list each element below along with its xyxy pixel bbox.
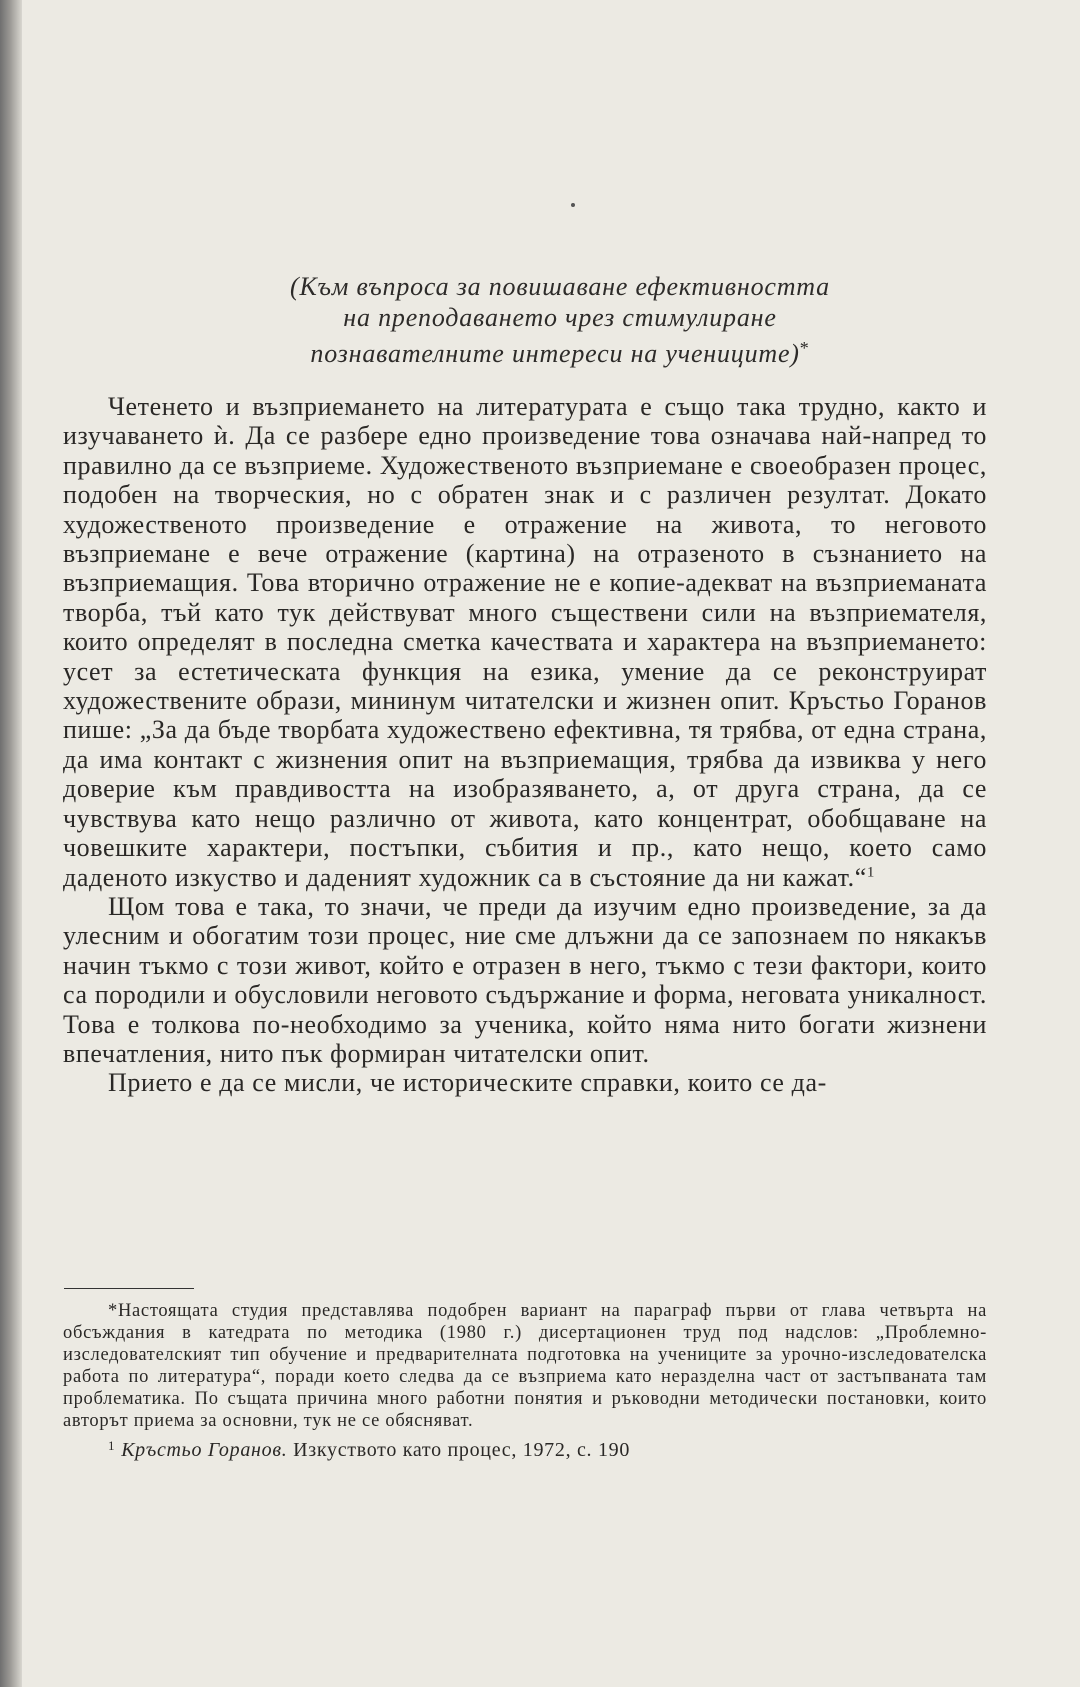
page-binding-edge (0, 0, 22, 1687)
paragraph-3: Прието е да се мисли, че историческите справки, които се да- (108, 1068, 827, 1098)
footnotes (63, 1300, 987, 1462)
footnote-ref-1: 1 (866, 863, 875, 880)
paragraph-2: Щом това е така, то значи, че преди да изучим едно произведение, за да улесним и обогатим този процес, ние сме длъжни да се запознаем по някакъв начин тъкмо с този живот, който е отразен в него, тъкмо с тези фактори, които са породили и обусловили неговото съдържание и форма, неговата уникалност. Това е толкова по-необходимо за ученика, който няма нито богати жизнени впечатления, нито пък формиран читателски опит. (63, 891, 988, 1068)
paragraph-1: Четенето и възприемането на литературата е също така трудно, както и изучаването ѝ. Да се разбере едно произведение това означава най-напред то правилно да се възприеме. Художественото възприемане е своеобразен процес, подобен на творческия, но с обратен знак и с различен резултат. Докато художественото произведение е отражение на живота, то неговото възприемане е вече отражение (картина) на отразеното в съзнанието на възприемащия. Това вторично отражение не е копие-адекват на възприеманата творба, тъй като тук действуват много съществени сили на възприемателя, които определят в последна сметка качествата и характера на възприемането: усет за естетическата функция на езика, умение да се реконструират художествените образи, мининум читателски и жизнен опит. Кръстьо Горанов пише: „За да бъде творбата художествено ефективна, тя трябва, от една страна, да има контакт с жизнения опит на възприемащия, трябва да извиква у него доверие към правдивостта на изобразяването, а, от друга страна, да се чувствува като нещо различно от живота, като концентрат, обобщаване на човешките характери, постъпки, събития и пр., като нещо, което само даденото изкуство и даденият художник са в състояние да ни кажат.“$^1$ (63, 392, 987, 892)
footnote-1-author: Кръстьо Горанов. (121, 1439, 288, 1461)
subtitle-footnote-marker: * (799, 338, 810, 358)
subtitle-line-3: познавателните интереси на учениците)* (310, 338, 810, 368)
footnote-separator (64, 1288, 194, 1289)
footnote-asterisk: *Настоящата студия представлява подобрен вариант на параграф първи от глава четвърта на обсъждания в катедрата по методика (1980 г.) дисертационен труд под надслов: „Проблемно-изследователският тип обучение и предварителната подготовка на учениците за урочно-изследователска работа по литература“, поради което следва да се възприема като неразделна част от застъпваната там проблематика. По същата причина много работни понятия и ръководни методически постановки, които авторът приема за основни, тук не се обясняват. (63, 1301, 987, 1431)
ink-dot (571, 203, 575, 207)
footnote-1-marker: 1 (108, 1438, 116, 1453)
subtitle-line-2: на преподаването чрез стимулиране (343, 303, 777, 332)
body-text (63, 392, 987, 1098)
subtitle-line-1: (Към въпроса за повишаване ефективността (289, 272, 830, 301)
article-subtitle (110, 271, 1010, 369)
footnote-1 (63, 1434, 987, 1462)
footnote-1-source: Изкуството като процес, 1972, с. 190 (293, 1439, 631, 1461)
